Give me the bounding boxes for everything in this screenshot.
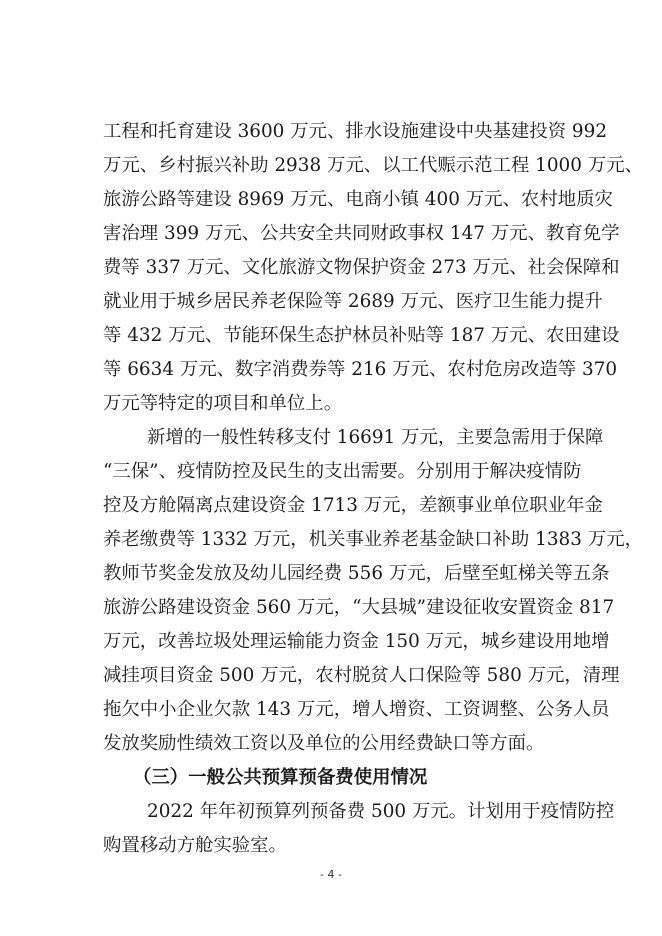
text-line: 养老缴费等 1332 万元，机关事业养老基金缺口补助 1383 万元， (103, 529, 643, 550)
text-line: 等 432 万元、节能环保生态护林员补贴等 187 万元、农田建设 (103, 325, 620, 346)
text-line: 万元、乡村振兴补助 2938 万元、以工代赈示范工程 1000 万元、 (103, 155, 643, 176)
text-line: 教师节奖金发放及幼儿园经费 556 万元，后壁至虹梯关等五条 (103, 563, 610, 584)
text-line: 等 6634 万元、数字消费券等 216 万元、农村危房改造等 370 (103, 359, 618, 380)
text-line: 万元等特定的项目和单位上。 (103, 393, 343, 414)
text-line: 控及方舱隔离点建设资金 1713 万元，差额事业单位职业年金 (103, 495, 603, 516)
section-heading: （三）一般公共预算预备费使用情况 (133, 767, 428, 788)
text-line: 害治理 399 万元、公共安全共同财政事权 147 万元、教育免学 (103, 223, 620, 244)
text-line: 减挂项目资金 500 万元，农村脱贫人口保险等 580 万元，清理 (103, 665, 620, 686)
text-line: 旅游公路建设资金 560 万元，“大县城”建设征收安置资金 817 (103, 597, 615, 618)
text-line: 新增的一般性转移支付 16691 万元，主要急需用于保障 (147, 427, 604, 448)
text-line: 拖欠中小企业欠款 143 万元，增人增资、工资调整、公务人员 (103, 699, 610, 720)
text-line: 费等 337 万元、文化旅游文物保护资金 273 万元、社会保障和 (103, 257, 620, 278)
text-line: 万元，改善垃圾处理运输能力资金 150 万元，城乡建设用地增 (103, 631, 610, 652)
text-line: 旅游公路等建设 8969 万元、电商小镇 400 万元、农村地质灾 (103, 189, 613, 210)
text-line: “三保”、疫情防控及民生的支出需要。分别用于解决疫情防 (103, 461, 582, 482)
text-line: 工程和托育建设 3600 万元、排水设施建设中央基建投资 992 (103, 121, 608, 142)
text-line: 2022 年年初预算列预备费 500 万元。计划用于疫情防控 (147, 801, 615, 822)
text-line: 就业用于城乡居民养老保险等 2689 万元、医疗卫生能力提升 (103, 291, 603, 312)
text-line: 购置移动方舱实验室。 (103, 835, 287, 856)
text-line: 发放奖励性绩效工资以及单位的公用经费缺口等方面。 (103, 733, 545, 754)
page-number: - 4 - (320, 868, 342, 881)
